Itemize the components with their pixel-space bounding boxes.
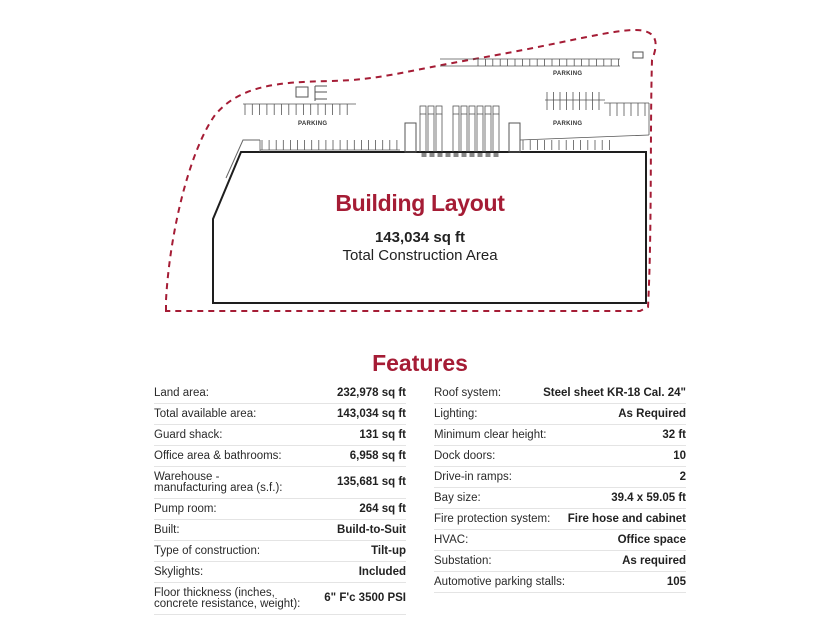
features-title: Features bbox=[372, 350, 468, 376]
feature-label: Pump room: bbox=[154, 502, 217, 515]
dock-door bbox=[446, 153, 451, 157]
feature-row bbox=[434, 551, 686, 572]
road-edge bbox=[226, 140, 260, 178]
feature-row bbox=[154, 583, 406, 615]
feature-value: 2 bbox=[679, 470, 686, 483]
parking-row-edge bbox=[520, 135, 649, 140]
feature-label: Bay size: bbox=[434, 491, 481, 504]
feature-value: 135,681 sq ft bbox=[336, 476, 406, 488]
dock-door bbox=[462, 153, 467, 157]
features-right-column bbox=[434, 383, 686, 593]
dock-door bbox=[478, 153, 483, 157]
feature-label: Skylights: bbox=[154, 565, 204, 578]
feature-row bbox=[154, 499, 406, 520]
feature-value: As required bbox=[622, 554, 686, 567]
feature-label: Land area: bbox=[154, 386, 209, 399]
feature-row bbox=[154, 562, 406, 583]
feature-row bbox=[434, 404, 686, 425]
feature-value: 10 bbox=[673, 449, 686, 462]
dock-door bbox=[470, 153, 475, 157]
feature-value: Build-to-Suit bbox=[337, 523, 406, 536]
feature-value: 264 sq ft bbox=[359, 502, 406, 515]
parking-stalls bbox=[243, 59, 649, 152]
feature-row bbox=[434, 572, 686, 593]
feature-value: 131 sq ft bbox=[359, 428, 406, 441]
feature-label: Guard shack: bbox=[154, 428, 223, 441]
feature-row bbox=[434, 488, 686, 509]
feature-value: 6" F'c 3500 PSI bbox=[324, 592, 406, 604]
dock-truck bbox=[485, 106, 491, 114]
dock-door bbox=[494, 153, 499, 157]
feature-row bbox=[434, 509, 686, 530]
feature-value: Office space bbox=[617, 533, 686, 546]
dock-door bbox=[422, 153, 427, 157]
feature-label: Floor thickness (inches, concrete resistance, weight): bbox=[154, 586, 301, 610]
dock-doors bbox=[420, 106, 499, 157]
dock-truck bbox=[436, 106, 442, 114]
feature-label: Built: bbox=[154, 523, 180, 536]
dock-truck bbox=[461, 106, 467, 114]
dock-truck bbox=[477, 106, 483, 114]
dock-truck bbox=[428, 106, 434, 114]
feature-value: As Required bbox=[618, 407, 686, 420]
feature-label: Minimum clear height: bbox=[434, 428, 547, 441]
feature-value: Fire hose and cabinet bbox=[567, 512, 686, 525]
feature-row bbox=[434, 425, 686, 446]
dock-truck bbox=[469, 106, 475, 114]
feature-row bbox=[154, 520, 406, 541]
feature-row bbox=[434, 530, 686, 551]
feature-value: 232,978 sq ft bbox=[336, 386, 406, 399]
feature-row bbox=[154, 425, 406, 446]
parking-label: PARKING bbox=[553, 121, 583, 127]
feature-row bbox=[434, 446, 686, 467]
dock-door bbox=[454, 153, 459, 157]
parking-label: PARKING bbox=[298, 121, 328, 127]
dock-truck bbox=[453, 106, 459, 114]
feature-value: 39.4 x 59.05 ft bbox=[611, 491, 686, 504]
feature-value: Steel sheet KR-18 Cal. 24" bbox=[543, 386, 686, 399]
feature-label: Total available area: bbox=[154, 407, 257, 420]
features-left-column bbox=[154, 383, 406, 615]
construction-area-label: Total Construction Area bbox=[342, 247, 498, 264]
feature-label: Lighting: bbox=[434, 407, 478, 420]
ramp-left bbox=[405, 123, 416, 152]
feature-value: 6,958 sq ft bbox=[349, 449, 406, 462]
construction-area-value: 143,034 sq ft bbox=[374, 229, 466, 246]
feature-value: Included bbox=[358, 565, 406, 578]
ramp-right bbox=[509, 123, 520, 152]
feature-row bbox=[434, 467, 686, 488]
feature-row bbox=[154, 446, 406, 467]
feature-label: Drive-in ramps: bbox=[434, 470, 512, 483]
feature-row bbox=[434, 383, 686, 404]
building-outline bbox=[213, 152, 646, 303]
dock-truck bbox=[493, 106, 499, 114]
feature-label: Office area & bathrooms: bbox=[154, 449, 282, 462]
dock-truck bbox=[420, 106, 426, 114]
feature-label: Fire protection system: bbox=[434, 512, 551, 525]
parking-label: PARKING bbox=[553, 71, 583, 77]
feature-row bbox=[154, 404, 406, 425]
feature-value: 32 ft bbox=[662, 428, 686, 441]
guard-shack-lines bbox=[315, 86, 327, 101]
dock-door bbox=[486, 153, 491, 157]
feature-value: 143,034 sq ft bbox=[336, 407, 406, 420]
feature-row bbox=[154, 541, 406, 562]
building-layout-title: Building Layout bbox=[335, 190, 505, 216]
guard-shack bbox=[296, 87, 308, 97]
feature-label: Automotive parking stalls: bbox=[434, 575, 566, 588]
feature-label: Roof system: bbox=[434, 386, 502, 399]
feature-label: Dock doors: bbox=[434, 449, 496, 462]
feature-value: 105 bbox=[666, 575, 686, 588]
feature-value: Tilt-up bbox=[371, 544, 406, 557]
dock-door bbox=[438, 153, 443, 157]
feature-label: Substation: bbox=[434, 554, 492, 567]
dock-door bbox=[430, 153, 435, 157]
pump-room bbox=[633, 52, 643, 58]
feature-row bbox=[154, 383, 406, 404]
feature-label: Warehouse - manufacturing area (s.f.): bbox=[154, 470, 283, 494]
feature-label: HVAC: bbox=[434, 533, 469, 546]
feature-row bbox=[154, 467, 406, 499]
feature-label: Type of construction: bbox=[154, 544, 261, 557]
